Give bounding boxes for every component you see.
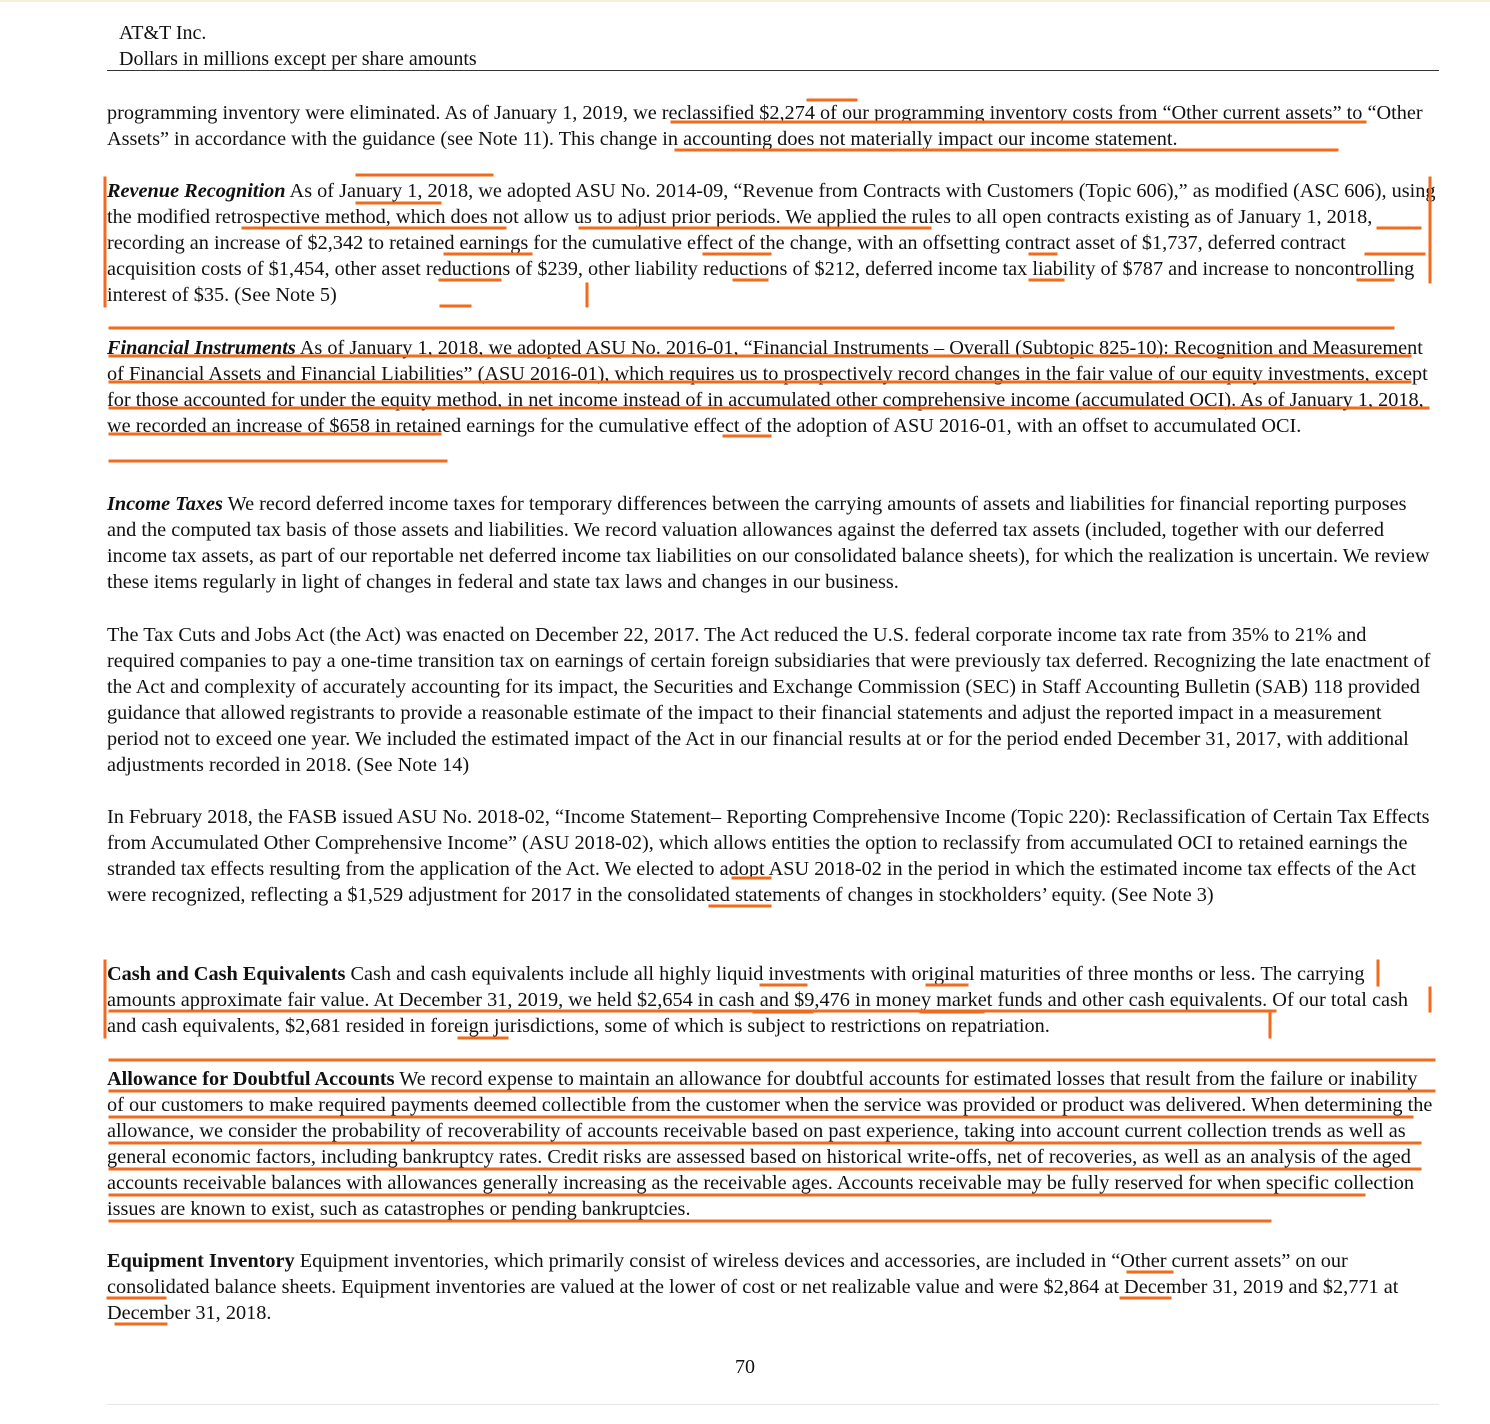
paragraph-cash-equivalents: Cash and Cash Equivalents Cash and cash equivalents include all highly liquid investments with original maturities of three months or less. The carrying amounts approximate fair value. At December 31, 2019, we held $2,654 in cash and $9,476 in money market funds and other cash equivalents. Of our total cash and cash equivalents, $2,681 resided in foreign jurisdictions, some of which is subject to restrictions on repatriation. [107,963,1409,1037]
page-number: 70 [735,1356,755,1378]
page-header [119,20,477,72]
heading-cash-equivalents: Cash and Cash Equivalents [107,963,346,985]
paragraph-income-taxes: Income Taxes We record deferred income taxes for temporary differences between the carrying amounts of assets and liabilities for financial reporting purposes and the computed tax basis of those assets and liabilities. We record valuation allowances against the deferred tax assets (included, together with our deferred income tax assets, as part of our reportable net deferred income tax liabilities on our consolidated balance sheets), for which the realization is uncertain. We review these items regularly in light of changes in federal and state tax laws and changes in our business. [107,493,1430,593]
heading-income-taxes: Income Taxes [107,493,223,515]
heading-equipment-inventory: Equipment Inventory [107,1250,295,1272]
paragraph-equipment-inventory: Equipment Inventory Equipment inventories, which primarily consist of wireless devices and accessories, are included in “Other current assets” on our consolidated balance sheets. Equipment inventories are valued at the lower of cost or net realizable value and were $2,864 at December 31, 2019 and $2,771 at December 31, 2018. [107,1250,1399,1324]
paragraph-tax-act: The Tax Cuts and Jobs Act (the Act) was enacted on December 22, 2017. The Act reduced the U.S. federal corporate income tax rate from 35% to 21% and required companies to pay a one-time transition tax on earnings of certain foreign subsidiaries that were previously tax deferred. Recognizing the late enactment of the Act and complexity of accurately accounting for its impact, the Securities and Exchange Commission (SEC) in Staff Accounting Bulletin (SAB) 118 provided guidance that allowed registrants to provide a reasonable estimate of the impact to their financial statements and adjust the reported impact in a measurement period not to exceed one year. We included the estimated impact of the Act in our financial results at or for the period ended December 31, 2017, with additional adjustments recorded in 2018. (See Note 14) [107,624,1431,776]
heading-doubtful-accounts: Allowance for Doubtful Accounts [107,1068,395,1090]
units-note: Dollars in millions except per share amounts [119,48,477,70]
paragraph-revenue-recognition: Revenue Recognition As of January 1, 2018, we adopted ASU No. 2014-09, “Revenue from Contracts with Customers (Topic 606),” as modified (ASC 606), using the modified retrospective method, which does not allow us to adjust prior periods. We applied the rules to all open contracts existing as of January 1, 2018, recording an increase of $2,342 to retained earnings for the cumulative effect of the change, with an offsetting contract asset of $1,737, deferred contract acquisition costs of $1,454, other asset reductions of $239, other liability reductions of $212, deferred income tax liability of $787 and increase to noncontrolling interest of $35. (See Note 5) [107,180,1436,306]
paragraph-fasb: In February 2018, the FASB issued ASU No. 2018-02, “Income Statement– Reporting Comprehensive Income (Topic 220): Reclassification of Certain Tax Effects from Accumulated Other Comprehensive Income” (ASU 2018-02), which allows entities the option to reclassify from accumulated OCI to retained earnings the stranded tax effects resulting from the application of the Act. We elected to adopt ASU 2018-02 in the period in which the estimated income tax effects of the Act were recognized, reflecting a $1,529 adjustment for 2017 in the consolidated statements of changes in stockholders’ equity. (See Note 3) [107,806,1430,906]
paragraph-doubtful-accounts: Allowance for Doubtful Accounts We record expense to maintain an allowance for doubtful accounts for estimated losses that result from the failure or inability of our customers to make required payments deemed collectible from the customer when the service was provided or product was delivered. When determining the allowance, we consider the probability of recoverability of accounts receivable based on past experience, taking into account current collection trends as well as general economic factors, including bankruptcy rates. Credit risks are assessed based on historical write-offs, net of recoveries, as well as an analysis of the aged accounts receivable balances with allowances generally increasing as the receivable ages. Accounts receivable may be fully reserved for when specific collection issues are known to exist, such as catastrophes or pending bankruptcies. [107,1068,1433,1220]
heading-financial-instruments: Financial Instruments [107,337,296,359]
top-edge [0,0,1490,2]
paragraph-financial-instruments: Financial Instruments As of January 1, 2018, we adopted ASU No. 2016-01, “Financial Instruments – Overall (Subtopic 825-10): Recognition and Measurement of Financial Assets and Financial Liabilities” (ASU 2016-01), which requires us to prospectively record changes in the fair value of our equity investments, except for those accounted for under the equity method, in net income instead of in accumulated other comprehensive income (accumulated OCI). As of January 1, 2018, we recorded an increase of $658 in retained earnings for the cumulative effect of the adoption of ASU 2016-01, with an offset to accumulated OCI. [107,337,1428,437]
header-rule [107,70,1439,71]
company-name: AT&T Inc. [119,22,207,44]
heading-revenue-recognition: Revenue Recognition [107,180,286,202]
paragraph-programming-inventory: programming inventory were eliminated. As of January 1, 2019, we reclassified $2,274 of our programming inventory costs from “Other current assets” to “Other Assets” in accordance with the guidance (see Note 11). This change in accounting does not materially impact our income statement. [107,102,1423,150]
footer-rule [107,1404,1439,1405]
